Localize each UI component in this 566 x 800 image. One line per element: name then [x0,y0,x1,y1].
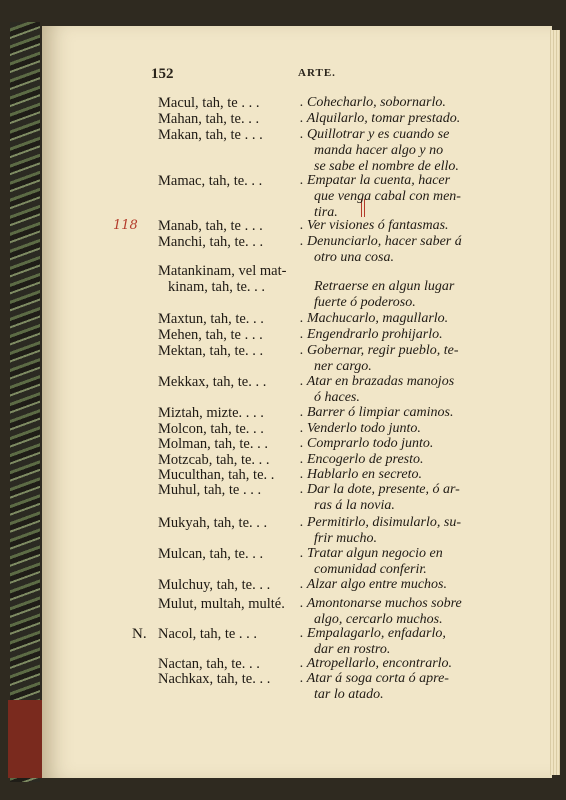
entry-term [158,421,313,437]
entry-definition-line: . Amontonarse muchos sobre [300,596,462,611]
entry-definition-line: . Tratar algun negocio en [300,546,443,561]
entry-definition-line: . Atar en brazadas manojos [300,374,455,389]
entry-term-line: Muculthan, tah, te. . [158,467,275,483]
entry-definition [300,421,500,437]
entry-definition-line: fuerte ó poderoso. [314,295,416,310]
entry-term [158,452,313,468]
entry-definition-line: otro una cosa. [314,250,394,265]
entry-definition [300,626,500,658]
entry-term-line: Mekkax, tah, te. . . [158,374,267,390]
entry-definition-line: ner cargo. [314,359,372,374]
entry-definition [300,577,500,593]
entry-term-line: Mahan, tah, te. . . [158,111,260,127]
entry-term-line: Motzcab, tah, te. . . [158,452,270,468]
entry-definition [300,467,500,483]
entry-term [158,218,313,234]
entry-term [158,546,313,562]
entry-term [158,467,313,483]
entry-definition [300,343,500,375]
entry-term [158,656,313,672]
entry-definition-line: . Empatar la cuenta, hacer [300,173,451,188]
entry-term-line: Nacol, tah, te . . . [158,626,258,642]
entry-term [158,127,313,143]
entry-term-line: Molman, tah, te. . . [158,436,268,452]
entry-definition-line: . Alquilarlo, tomar prestado. [300,111,461,126]
entry-definition [300,234,500,266]
entry-term-line: Mektan, tah, te. . . [158,343,264,359]
entry-term [158,234,313,250]
entry-definition-line: . Permitirlo, disimularlo, su- [300,515,462,530]
page-number: 152 [151,66,174,82]
entry-definition [300,436,500,452]
entry-definition [300,656,500,672]
entry-term [158,111,313,127]
entry-definition [300,405,500,421]
entry-term-line: Nactan, tah, te. . . [158,656,260,672]
entry-term-line: Matankinam, vel mat- [158,263,287,279]
entry-term-line: Miztah, mizte. . . . [158,405,264,421]
entry-definition-line: . Atropellarlo, encontrarlo. [300,656,453,671]
entry-definition-line: . Cohecharlo, sobornarlo. [300,95,446,110]
entry-definition [300,95,500,111]
entry-definition [300,546,500,578]
entry-term [158,596,313,612]
entry-definition [300,263,500,311]
handwritten-margin-note: 118 [113,218,138,233]
entry-definition-line: ó haces. [314,390,360,405]
entry-term-line: Manab, tah, te . . . [158,218,263,234]
entry-definition-line: . Dar la dote, presente, ó ar- [300,482,460,497]
entry-definition-line: tar lo atado. [314,687,384,702]
entry-term [158,436,313,452]
entry-definition [300,311,500,327]
entry-term [158,95,313,111]
entry-definition [300,596,500,628]
entry-term [158,327,313,343]
entry-definition-line [300,263,500,279]
entry-definition [300,327,500,343]
entry-term-line: Mulchuy, tah, te. . . [158,577,271,593]
entry-definition [300,452,500,468]
entry-term-line: Mulut, multah, multé. [158,596,285,612]
entry-definition [300,127,500,175]
entry-definition-line: . Denunciarlo, hacer saber á [300,234,462,249]
entry-definition-line: . Encogerlo de presto. [300,452,424,467]
entry-definition [300,671,500,703]
entry-definition-line: frir mucho. [314,531,377,546]
entry-definition-line: Retraerse en algun lugar [314,279,455,294]
entry-definition [300,173,500,221]
entry-term [158,405,313,421]
entry-term [158,482,313,498]
entry-term-line: Mamac, tah, te. . . [158,173,263,189]
entry-definition-line: algo, cercarlo muchos. [314,612,443,627]
entry-definition-line: . Barrer ó limpiar caminos. [300,405,454,420]
entry-definition-line: . Hablarlo en secreto. [300,467,422,482]
entry-term-line: Mulcan, tah, te. . . [158,546,264,562]
entry-term [158,671,313,687]
entry-term-line: kinam, tah, te. . . [168,279,266,295]
entry-term [158,515,313,531]
entry-term [158,343,313,359]
running-title: ARTE. [298,67,336,79]
entry-definition-line: . Venderlo todo junto. [300,421,421,436]
entry-definition-line: manda hacer algo y no [314,143,444,158]
entry-definition-line: . Engendrarlo prohijarlo. [300,327,443,342]
entry-term [158,626,313,642]
entry-definition [300,111,500,127]
entry-term [158,311,313,327]
entry-definition-line: . Ver visiones ó fantasmas. [300,218,449,233]
entry-term-line: Mukyah, tah, te. . . [158,515,268,531]
entry-definition [300,218,500,234]
entry-term-line: Macul, tah, te . . . [158,95,260,111]
entry-definition-line: ras á la novia. [314,498,395,513]
entry-definition-line: . Atar á soga corta ó apre- [300,671,449,686]
entry-definition-line: comunidad conferir. [314,562,427,577]
entry-definition-line: . Machucarlo, magullarlo. [300,311,449,326]
entry-definition [300,374,500,406]
entry-definition-line: . Comprarlo todo junto. [300,436,434,451]
section-letter: N. [132,626,147,642]
entry-term-line: Molcon, tah, te. . . [158,421,264,437]
entry-definition [300,482,500,514]
entry-definition [300,515,500,547]
entry-term [158,374,313,390]
entry-definition-line: que venga cabal con men- [314,189,461,204]
entry-definition-line: . Gobernar, regir pueblo, te- [300,343,459,358]
entry-definition-line: dar en rostro. [314,642,391,657]
entry-term [158,263,313,295]
entry-definition-line: . Empalagarlo, enfadarlo, [300,626,446,641]
entry-term-line: Maxtun, tah, te. . . [158,311,264,327]
entry-definition-line: . Alzar algo entre muchos. [300,577,447,592]
entry-term-line: Nachkax, tah, te. . . [158,671,271,687]
entry-term-line: Mehen, tah, te . . . [158,327,263,343]
entry-term-line: Muhul, tah, te . . . [158,482,262,498]
entry-term-line: Makan, tah, te . . . [158,127,263,143]
entry-term [158,173,313,189]
entry-term-line: Manchi, tah, te. . . [158,234,264,250]
entry-term [158,577,313,593]
entry-definition-line: tira. [314,205,338,220]
entry-definition-line: se sabe el nombre de ello. [314,159,459,174]
entry-definition-line: . Quillotrar y es cuando se [300,127,450,142]
